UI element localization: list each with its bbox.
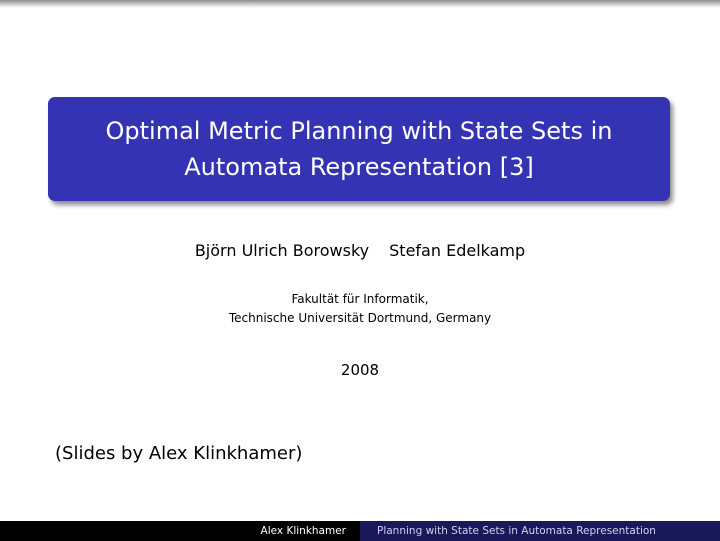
footer-short-title: Planning with State Sets in Automata Representation bbox=[360, 521, 720, 541]
title-line-1: Optimal Metric Planning with State Sets in bbox=[105, 117, 613, 145]
top-shadow-bar bbox=[0, 0, 720, 8]
title-box bbox=[48, 97, 670, 201]
institute bbox=[0, 290, 720, 328]
institute-line-2: Technische Universität Dortmund, Germany bbox=[228, 311, 492, 325]
authors bbox=[0, 241, 720, 261]
date: 2008 bbox=[340, 361, 380, 379]
author-2: Stefan Edelkamp bbox=[389, 241, 526, 260]
institute-line-1: Fakultät für Informatik, bbox=[291, 292, 429, 306]
footer-bar bbox=[0, 521, 720, 541]
slides-credit: (Slides by Alex Klinkhamer) bbox=[55, 443, 303, 464]
title-line-2: Automata Representation [3] bbox=[184, 153, 534, 181]
author-1: Björn Ulrich Borowsky bbox=[194, 241, 370, 260]
footer-author: Alex Klinkhamer bbox=[0, 521, 360, 541]
slide-title bbox=[79, 113, 639, 185]
